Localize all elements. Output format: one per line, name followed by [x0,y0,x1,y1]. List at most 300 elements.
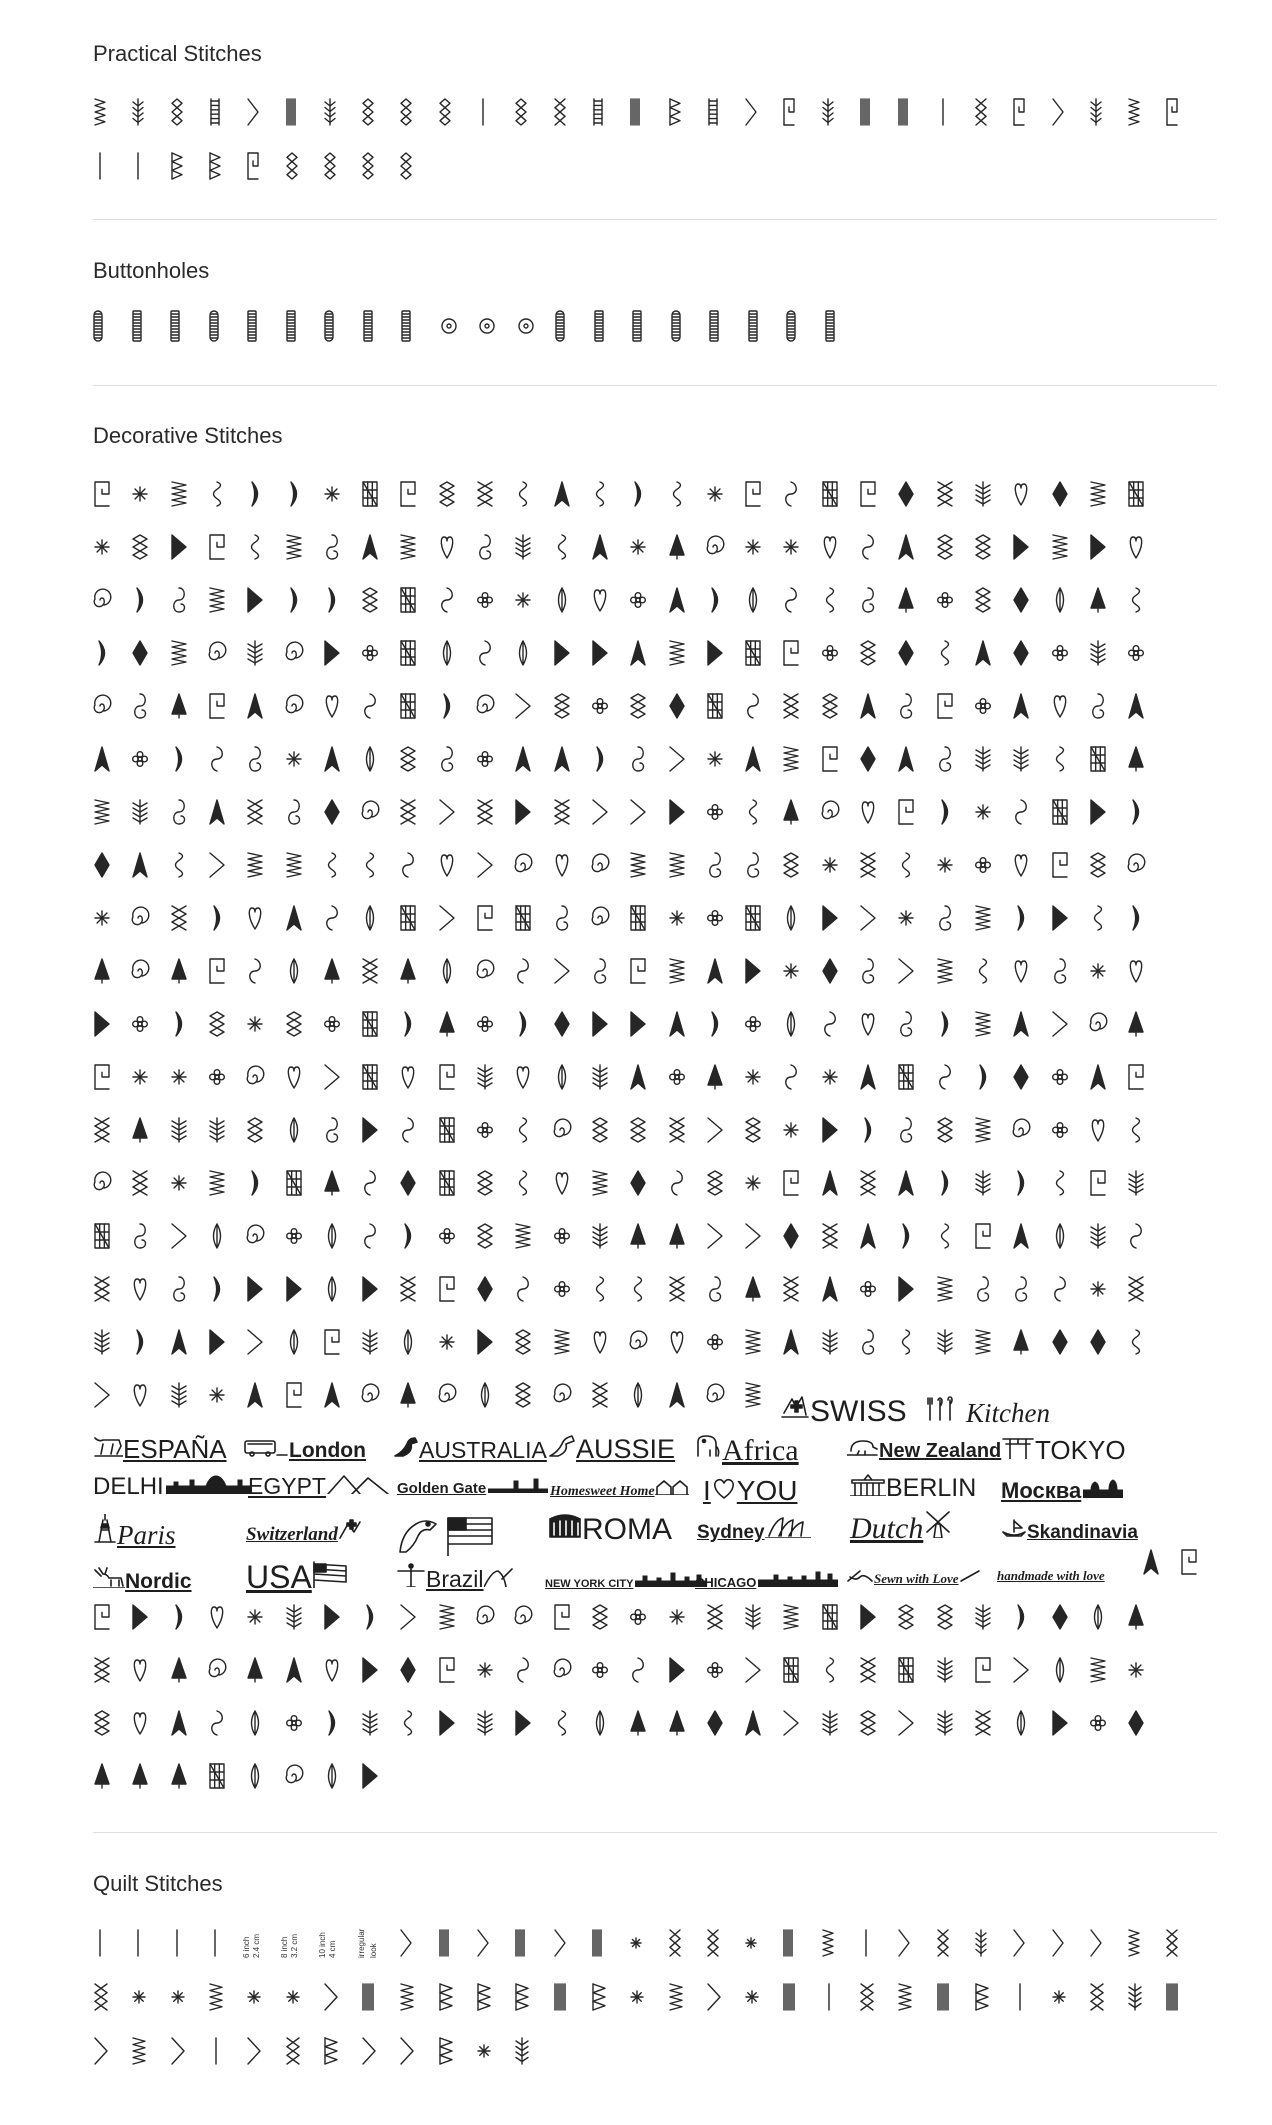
lettering-brazil: Brazil [396,1563,514,1591]
decorative-stitch-icon [1051,1709,1069,1737]
viking-ship-icon [1001,1518,1027,1542]
decorative-stitch-icon [897,798,915,826]
quilt-stitch-icon [1165,1982,1181,2012]
quilt-label-look: look [369,1943,378,1958]
eiffel-tower-icon [93,1514,117,1549]
decorative-stitch-icon [821,1709,839,1737]
decorative-stitch-icon [706,533,724,561]
decorative-stitch-icon [246,1063,264,1091]
decorative-stitch-icon [859,904,877,932]
decorative-stitch-icon [323,1275,341,1303]
quilt-stitch-icon [744,1928,758,1958]
decorative-stitch-icon [1012,904,1030,932]
quilt-stitch-icon [821,1928,835,1958]
decorative-stitch-icon [399,851,417,879]
decorative-stitch-icon [323,1116,341,1144]
decorative-stitch-icon [246,1603,264,1631]
decorative-stitch-icon [668,1603,686,1631]
decorative-stitch-icon [821,1328,839,1356]
lettering-swiss: SWISS [780,1393,907,1427]
decorative-stitch-icon [744,1116,762,1144]
decorative-stitch-icon [706,639,724,667]
decorative-stitch-icon [859,1275,877,1303]
decorative-stitch-icon [93,692,111,720]
decorative-stitch-icon [591,1381,609,1409]
decorative-stitch-icon [1012,1169,1030,1197]
decorative-stitch-icon [782,480,800,508]
decorative-stitch-icon [438,1275,456,1303]
quilt-stitch-icon [131,1928,145,1958]
decorative-stitch-icon [476,851,494,879]
decorative-stitch-icon [208,1222,226,1250]
quilt-stitch-icon [361,1982,377,2012]
decorative-stitch-icon [668,639,686,667]
decorative-stitch-icon [1051,745,1069,773]
decorative-stitch-icon [936,1709,954,1737]
decorative-stitch-icon [629,1010,647,1038]
decorative-stitch-icon [170,1169,188,1197]
decorative-stitch-icon [438,1328,456,1356]
decorative-stitch-icon [859,1603,877,1631]
quilt-stitch-icon [974,1928,988,1958]
decorative-stitch-icon [131,1656,149,1684]
quilt-stitch-icon [668,1982,684,2012]
decorative-stitch-icon [323,798,341,826]
decorative-stitch-icon [782,692,800,720]
decorative-stitch-icon [476,692,494,720]
decorative-stitch-icon [553,1656,571,1684]
decorative-stitch-icon [323,533,341,561]
decorative-stitch-icon [476,745,494,773]
quilt-stitch-icon [1012,1928,1026,1958]
decorative-stitch-icon [170,1116,188,1144]
decorative-stitch-icon [323,586,341,614]
decorative-stitch-icon [170,1328,188,1356]
lettering-dutch: Dutch [850,1510,953,1544]
decorative-stitch-icon [1012,639,1030,667]
buttonhole-glyph-icon [786,310,796,342]
decorative-stitch-icon [821,639,839,667]
decorative-stitch-icon [974,480,992,508]
decorative-stitch-icon [897,957,915,985]
decorative-stitch-icon [629,586,647,614]
decorative-stitch-icon [744,904,762,932]
decorative-stitch-icon [821,745,839,773]
decorative-stitch-icon [476,586,494,614]
decorative-stitch-icon [706,1709,724,1737]
decorative-stitch-icon [936,586,954,614]
decorative-stitch-icon [361,1381,379,1409]
decorative-stitch-icon [782,1010,800,1038]
decorative-stitch-icon [629,957,647,985]
decorative-stitch-icon [897,1010,915,1038]
decorative-stitch-icon [744,1381,762,1409]
decorative-stitch-icon [553,1169,571,1197]
decorative-stitch-icon [897,586,915,614]
decorative-stitch-icon [285,1603,303,1631]
decorative-stitch-icon [1127,1328,1145,1356]
decorative-stitch-icon [131,1328,149,1356]
decorative-stitch-icon [208,1116,226,1144]
quilt-stitch-icon [668,1928,682,1958]
decorative-stitch-icon [399,904,417,932]
decorative-stitch-icon [361,480,379,508]
decorative-stitch-icon [1051,1222,1069,1250]
london-bus-icon [243,1437,289,1461]
decorative-stitch-icon [744,1169,762,1197]
decorative-stitch-icon [361,586,379,614]
stitch-glyph-icon [170,151,184,181]
stitch-glyph-icon [974,97,988,127]
decorative-stitch-icon [668,1063,686,1091]
decorative-stitch-icon [1051,798,1069,826]
decorative-stitch-icon [361,1328,379,1356]
decorative-stitch-icon [974,957,992,985]
decorative-stitch-icon [361,851,379,879]
decorative-stitch-icon [974,745,992,773]
decorative-stitch-icon [974,851,992,879]
decorative-stitch-icon [438,1116,456,1144]
decorative-stitch-icon [782,1275,800,1303]
decorative-stitch-icon [1051,904,1069,932]
buttonhole-glyph-icon [286,310,296,342]
lettering-eagle-flag [396,1512,496,1560]
decorative-stitch-icon [476,1222,494,1250]
decorative-stitch-icon [706,1656,724,1684]
section-title-decorative: Decorative Stitches [93,423,283,448]
decorative-stitch-icon [131,1222,149,1250]
decorative-stitch-icon [514,957,532,985]
lettering-skandinavia: Skandinavia [1001,1518,1138,1542]
decorative-stitch-icon [208,957,226,985]
decorative-stitch-icon [936,957,954,985]
decorative-stitch-icon [744,1709,762,1737]
decorative-stitch-icon [285,692,303,720]
decorative-stitch-icon [285,1656,303,1684]
decorative-stitch-icon [170,1222,188,1250]
decorative-stitch-icon [859,1328,877,1356]
decorative-stitch-icon [438,904,456,932]
quilt-stitch-icon [1051,1928,1065,1958]
decorative-stitch-icon [553,1116,571,1144]
decorative-stitch-icon [897,1275,915,1303]
decorative-stitch-icon [821,533,839,561]
lettering-kitchen: Kitchen [926,1396,1050,1427]
quilt-stitch-icon [591,1928,605,1958]
decorative-stitch-icon [323,745,341,773]
decorative-stitch-icon [1089,480,1107,508]
decorative-stitch-icon [438,1222,456,1250]
decorative-stitch-icon [744,1656,762,1684]
decorative-stitch-icon [629,480,647,508]
decorative-stitch-icon [553,1381,571,1409]
decorative-stitch-icon [285,904,303,932]
sugarloaf-mountain-icon [484,1567,514,1591]
decorative-stitch-icon [323,1762,341,1790]
lettering-moscow: Москва [1001,1476,1123,1502]
buttonhole-glyph-icon [825,310,835,342]
decorative-stitch-icon [974,1169,992,1197]
decorative-stitch-icon [399,1603,417,1631]
decorative-stitch-icon [131,1381,149,1409]
decorative-stitch-icon [553,1010,571,1038]
decorative-stitch-icon [514,1328,532,1356]
decorative-stitch-icon [1089,745,1107,773]
decorative-stitch-icon [629,798,647,826]
decorative-stitch-icon [170,533,188,561]
decorative-stitch-icon [1051,1275,1069,1303]
decorative-stitch-icon [285,745,303,773]
stitch-glyph-icon [399,97,413,127]
decorative-stitch-icon [553,1328,571,1356]
quilt-stitch-icon [782,1928,796,1958]
decorative-stitch-icon [1089,1656,1107,1684]
decorative-stitch-icon [782,1603,800,1631]
decorative-stitch-icon [1051,1116,1069,1144]
decorative-stitch-icon [859,745,877,773]
decorative-stitch-icon [514,904,532,932]
decorative-stitch-icon [170,1381,188,1409]
decorative-stitch-icon [1089,586,1107,614]
decorative-stitch-icon [1051,1328,1069,1356]
decorative-stitch-icon [285,1328,303,1356]
decorative-stitch-icon [1089,798,1107,826]
decorative-stitch-icon [131,1010,149,1038]
decorative-stitch-icon [744,957,762,985]
decorative-stitch-icon [668,1328,686,1356]
decorative-stitch-icon [1089,1275,1107,1303]
decorative-stitch-icon [438,798,456,826]
stitch-glyph-icon [1012,97,1026,127]
buttonhole-glyph-icon [440,317,458,335]
lettering-tokyo: TOKYO [1001,1435,1126,1463]
decorative-stitch-icon [629,851,647,879]
lettering-roma: ROMA [548,1511,672,1545]
stitch-glyph-icon [706,97,720,127]
decorative-stitch-icon [668,1010,686,1038]
decorative-stitch-icon [1051,1063,1069,1091]
decorative-stitch-icon [553,851,571,879]
decorative-stitch-icon [170,798,188,826]
decorative-stitch-icon [668,1656,686,1684]
decorative-stitch-icon [744,1275,762,1303]
lettering-berlin: BERLIN [850,1474,976,1501]
decorative-stitch-icon [323,1603,341,1631]
decorative-stitch-icon [514,1275,532,1303]
decorative-stitch-icon [361,904,379,932]
decorative-stitch-icon [93,851,111,879]
decorative-stitch-icon [438,586,456,614]
decorative-stitch-icon [591,1603,609,1631]
decorative-stitch-icon [553,798,571,826]
stitch-glyph-icon [93,151,107,181]
decorative-stitch-icon [361,1063,379,1091]
stitch-glyph-icon [1051,97,1065,127]
quilt-stitch-icon [553,1982,569,2012]
decorative-stitch-icon [208,692,226,720]
decorative-stitch-icon [246,745,264,773]
decorative-stitch-icon [246,1169,264,1197]
decorative-stitch-icon [208,1010,226,1038]
decorative-stitch-icon [246,639,264,667]
stitch-glyph-icon [361,151,375,181]
decorative-stitch-icon [1127,1709,1145,1737]
decorative-stitch-icon [821,1010,839,1038]
quilt-stitch-icon [170,2036,186,2066]
decorative-stitch-icon [744,745,762,773]
decorative-stitch-icon [706,692,724,720]
lettering-usa: USA [246,1560,348,1593]
decorative-stitch-icon [668,798,686,826]
decorative-stitch-icon [361,1222,379,1250]
decorative-stitch-icon [1051,692,1069,720]
quilt-stitch-icon [208,1982,224,2012]
lettering-nordic: Nordic [93,1566,192,1592]
decorative-stitch-icon [93,586,111,614]
quilt-stitch-icon [361,2036,377,2066]
decorative-stitch-icon [782,586,800,614]
decorative-stitch-icon [399,586,417,614]
decorative-stitch-icon [208,1328,226,1356]
kiwi-bird-icon [847,1437,879,1461]
decorative-stitch-icon [93,1275,111,1303]
decorative-stitch-icon [93,1328,111,1356]
decorative-stitch-icon [553,1222,571,1250]
decorative-stitch-icon [514,1116,532,1144]
decorative-stitch-icon [438,851,456,879]
decorative-stitch-icon [706,1169,724,1197]
quilt-stitch-icon [323,1982,339,2012]
decorative-stitch-icon [285,1762,303,1790]
lettering-australia: AUSTRALIA [393,1434,547,1462]
decorative-stitch-icon [170,957,188,985]
decorative-stitch-icon [208,1762,226,1790]
decorative-stitch-icon [782,904,800,932]
quilt-label-irregular: irregular [357,1928,366,1958]
quilt-stitch-icon [208,1928,222,1958]
decorative-stitch-icon [1051,586,1069,614]
decorative-stitch-icon [323,639,341,667]
decorative-stitch-icon [246,1116,264,1144]
decorative-stitch-icon [974,1656,992,1684]
lettering-i-love-you: I YOU [703,1475,798,1506]
decorative-stitch-icon [553,1063,571,1091]
decorative-stitch-icon [1012,1275,1030,1303]
decorative-stitch-icon [706,1275,724,1303]
decorative-stitch-icon [668,1222,686,1250]
buttonhole-glyph-icon [671,310,681,342]
heart-icon [711,1476,737,1505]
decorative-stitch-icon [859,639,877,667]
decorative-stitch-icon [668,957,686,985]
decorative-stitch-icon [170,586,188,614]
decorative-stitch-icon [706,1381,724,1409]
quilt-stitch-icon [897,1928,911,1958]
decorative-stitch-icon [744,1222,762,1250]
decorative-stitch-icon [514,1603,532,1631]
decorative-stitch-icon [553,1709,571,1737]
stitch-glyph-icon [744,97,758,127]
decorative-stitch-icon [1012,1709,1030,1737]
decorative-stitch-icon [131,1709,149,1737]
decorative-stitch-icon [285,1709,303,1737]
decorative-stitch-icon [399,957,417,985]
stitch-glyph-icon [514,97,528,127]
decorative-stitch-icon [936,480,954,508]
stitch-glyph-icon [591,97,605,127]
stitch-glyph-icon [553,97,567,127]
decorative-stitch-icon [1051,480,1069,508]
decorative-stitch-icon [285,798,303,826]
quilt-stitch-icon [1089,1928,1103,1958]
decorative-stitch-icon [936,1328,954,1356]
quilt-stitch-icon [399,1928,413,1958]
eagle-flag-icon [396,1512,496,1560]
buttonhole-glyph-icon [132,310,142,342]
decorative-stitch-icon [706,851,724,879]
decorative-stitch-icon [591,1063,609,1091]
lettering-egypt: EGYPT [248,1472,390,1498]
decorative-stitch-icon [514,745,532,773]
decorative-stitch-icon [399,480,417,508]
decorative-stitch-icon [629,1656,647,1684]
decorative-stitch-icon [1127,639,1145,667]
decorative-stitch-icon [93,1762,111,1790]
decorative-stitch-icon [821,692,839,720]
decorative-stitch-icon [1012,798,1030,826]
decorative-stitch-icon [706,1603,724,1631]
decorative-stitch-icon [668,480,686,508]
decorative-stitch-icon [1012,692,1030,720]
decorative-stitch-icon [323,1656,341,1684]
decorative-stitch-icon [131,1762,149,1790]
quilt-stitch-icon [706,1982,722,2012]
quilt-stitch-icon [170,1982,186,2012]
decorative-stitch-icon [1180,1548,1198,1576]
quilt-stitch-icon [246,1982,262,2012]
decorative-stitch-icon [629,533,647,561]
decorative-stitch-icon [93,957,111,985]
decorative-stitch-icon [285,533,303,561]
decorative-stitch-icon [323,1010,341,1038]
decorative-stitch-icon [285,480,303,508]
decorative-stitch-icon [93,1656,111,1684]
buttonhole-glyph-icon [709,310,719,342]
decorative-stitch-icon [782,745,800,773]
decorative-stitch-icon [285,1063,303,1091]
decorative-stitch-icon [361,1709,379,1737]
decorative-stitch-icon [361,1275,379,1303]
stitch-glyph-icon [668,97,682,127]
decorative-stitch-icon [361,692,379,720]
decorative-stitch-icon [131,851,149,879]
decorative-stitch-icon [1051,1603,1069,1631]
elephant-icon [694,1432,722,1466]
decorative-stitch-icon [974,1010,992,1038]
decorative-stitch-icon [936,1010,954,1038]
swiss-cross-icon [780,1393,810,1427]
quilt-stitch-icon [93,2036,109,2066]
decorative-stitch-icon [208,1603,226,1631]
decorative-stitch-icon [974,692,992,720]
decorative-stitch-icon [629,692,647,720]
decorative-stitch-icon [514,1169,532,1197]
decorative-stitch-icon [246,904,264,932]
decorative-stitch-icon [1127,1116,1145,1144]
quilt-label-6-inch: 6 inch [242,1936,251,1958]
decorative-stitch-icon [936,639,954,667]
decorative-stitch-icon [859,851,877,879]
